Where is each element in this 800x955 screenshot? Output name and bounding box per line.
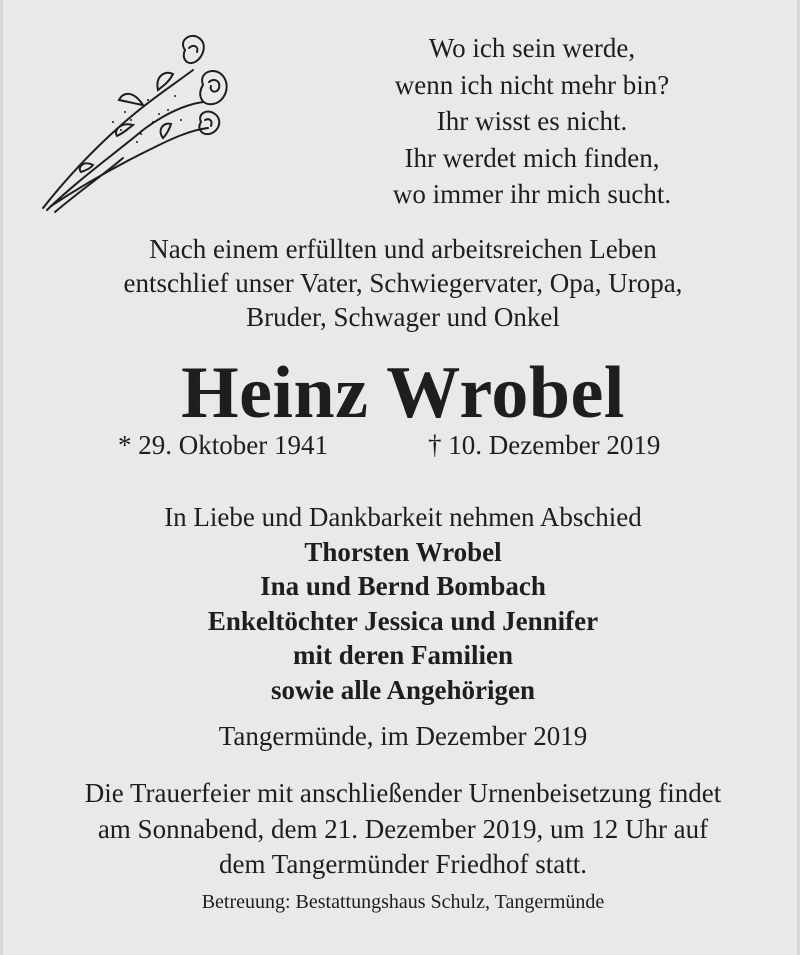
poem-line: Ihr werdet mich finden, xyxy=(404,142,660,173)
poem xyxy=(367,30,697,213)
funeral-home-credit: Betreuung: Bestattungshaus Schulz, Tangermünde xyxy=(201,891,605,913)
place-date: Tangermünde, im Dezember 2019 xyxy=(218,721,588,751)
intro-line: entschlief unser Vater, Schwiegervater, Opa, Uropa, xyxy=(123,268,683,298)
intro-line: Nach einem erfüllten und arbeitsreichen Leben xyxy=(149,234,657,264)
poem-line: wo immer ihr mich sucht. xyxy=(392,179,672,209)
mourner-line: Ina und Bernd Bombach xyxy=(260,571,546,601)
mourner-line: sowie alle Angehörigen xyxy=(271,674,535,705)
death-date: † 10. Dezember 2019 xyxy=(428,430,661,460)
deceased-name: Heinz Wrobel xyxy=(181,352,625,434)
funeral-line: Die Trauerfeier mit anschließender Urnenbeisetzung findet xyxy=(84,778,722,808)
intro-line: Bruder, Schwager und Onkel xyxy=(246,302,560,332)
funeral-info xyxy=(3,776,800,883)
roses-icon xyxy=(33,30,243,215)
birth-date: * 29. Oktober 1941 xyxy=(118,430,328,460)
funeral-line: dem Tangermünder Friedhof statt. xyxy=(218,849,588,879)
mourner-line: mit deren Familien xyxy=(293,640,513,670)
mourner-line: Thorsten Wrobel xyxy=(304,536,502,567)
funeral-line: am Sonnabend, dem 21. Dezember 2019, um 12 Uhr auf xyxy=(97,813,709,844)
farewell-intro: In Liebe und Dankbarkeit nehmen Abschied xyxy=(164,502,642,532)
poem-line: wenn ich nicht mehr bin? xyxy=(394,69,670,100)
mourner-line: Enkeltöchter Jessica und Jennifer xyxy=(207,605,599,636)
intro-text xyxy=(3,232,800,334)
farewell-block xyxy=(3,500,800,707)
poem-line: Wo ich sein werde, xyxy=(428,33,636,63)
poem-line: Ihr wisst es nicht. xyxy=(436,106,628,136)
